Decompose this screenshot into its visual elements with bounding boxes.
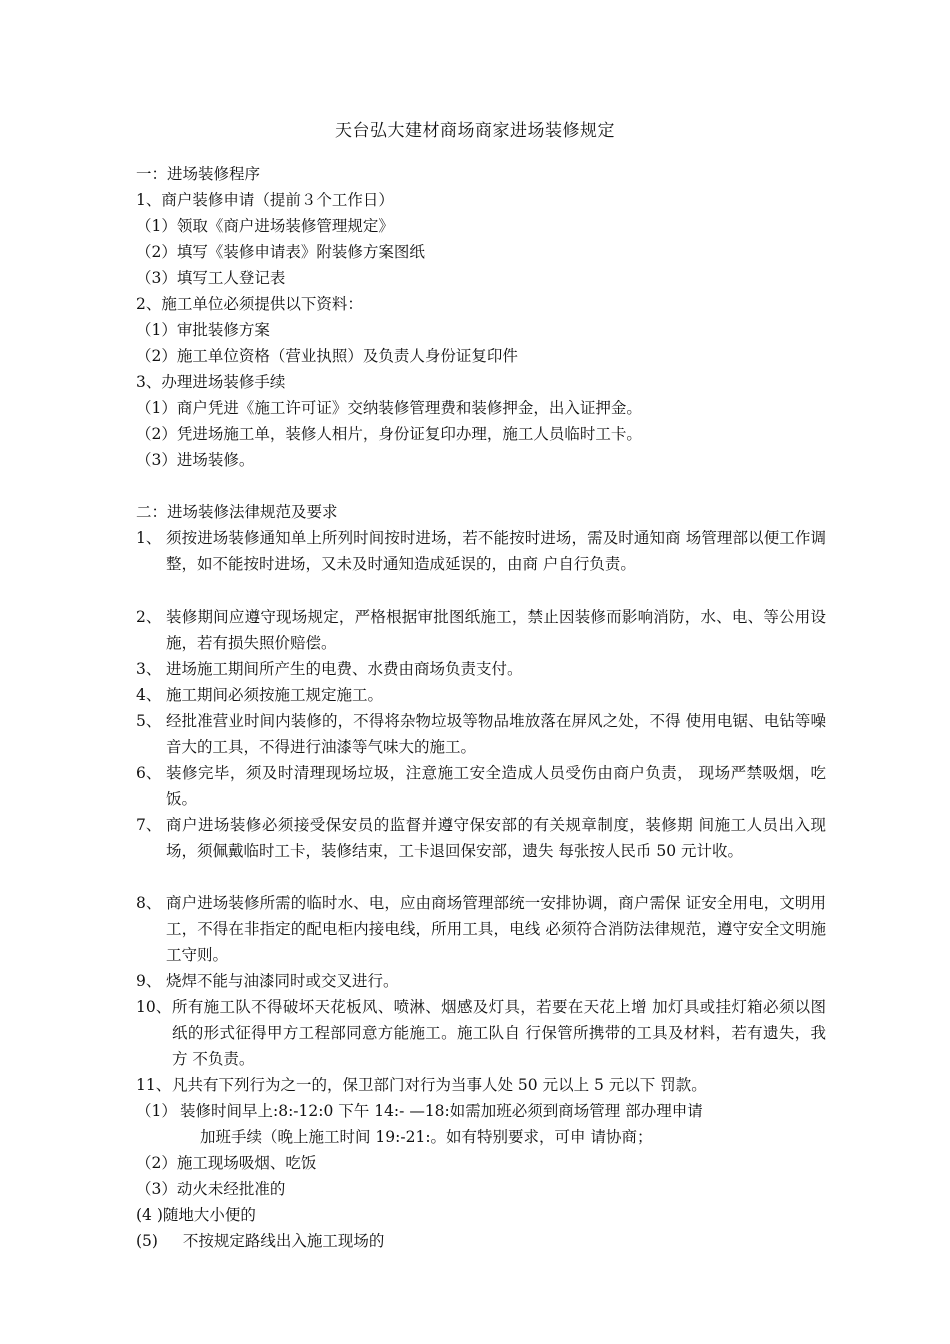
sub-paragraph: （1）商户凭进《施工许可证》交纳装修管理费和装修押金，出入证押金。 [136,399,642,417]
list-item-number: 8、 [136,894,162,912]
section-heading: 二：进场装修法律规范及要求 [136,503,338,521]
list-item-text: 所有施工队不得破坏天花板风、喷淋、烟感及灯具，若要在天花上增 加灯具或挂灯箱必须以图纸的形式征得甲方工程部同意方能施工。施工队自 行保管所携带的工具及材料，若有遗失，我方 不负责。 [172,998,826,1068]
list-item [136,812,826,864]
sub-list-item-number: (5) [136,1232,158,1250]
sub-paragraph: （2）施工单位资格（营业执照）及负责人身份证复印件 [136,347,518,365]
list-item-text: 商户进场装修必须接受保安员的监督并遵守保安部的有关规章制度，装修期 间施工人员出入现场，须佩戴临时工卡，装修结束，工卡退回保安部，遗失 每张按人民币 50 元计收。 [166,816,826,860]
list-item-number: 4、 [136,686,162,704]
sub-paragraph: (4 )随地大小便的 [136,1206,256,1224]
paragraph: 1、商户装修申请（提前３个工作日） [136,191,394,209]
sub-paragraph [136,1228,384,1254]
list-item-number: 11、 [136,1076,172,1094]
paragraph: 3、办理进场装修手续 [136,373,286,391]
list-item-text: 施工期间必须按施工规定施工。 [166,686,384,704]
list-item [136,604,826,656]
list-item-text: 凡共有下列行为之一的，保卫部门对行为当事人处 50 元以上 5 元以下 罚款。 [172,1076,707,1094]
section-heading: 一：进场装修程序 [136,165,261,183]
list-item-text: 商户进场装修所需的临时水、电，应由商场管理部统一安排协调，商户需保 证安全用电，文明用工，不得在非指定的配电柜内接电线，所用工具，电线 必须符合消防法律规范，遵守安全文明施工守则。 [166,894,826,964]
list-item-number: 1、 [136,529,162,547]
list-item [136,708,826,760]
document-title: 天台弘大建材商场商家进场装修规定 [335,121,615,141]
list-item [136,994,826,1072]
list-item [136,1072,826,1098]
sub-list-item-text [180,1098,826,1150]
list-item [136,760,826,812]
list-item-text: 经批准营业时间内装修的，不得将杂物垃圾等物品堆放落在屏风之处，不得 使用电锯、电钻等噪音大的工具，不得进行油漆等气味大的施工。 [166,712,826,756]
list-item [136,890,826,968]
sub-list-item-line: 装修时间早上:8:-12:0 下午 14:- —18:如需加班必须到商场管理 部办理申请 [180,1102,703,1120]
sub-list-item-line: 加班手续（晚上施工时间 19:-21:。如有特别要求，可申 请协商； [200,1128,653,1146]
list-item-number: 2、 [136,608,162,626]
sub-paragraph: （2）填写《装修申请表》附装修方案图纸 [136,243,425,261]
list-item-number: 6、 [136,764,162,782]
list-item-number: 9、 [136,972,162,990]
sub-list-item-text: 不按规定路线出入施工现场的 [182,1232,385,1250]
list-item-text: 烧焊不能与油漆同时或交叉进行。 [166,972,399,990]
list-item [136,656,826,682]
list-item-number: 7、 [136,816,162,834]
list-item-text: 装修期间应遵守现场规定，严格根据审批图纸施工，禁止因装修而影响消防，水、电、等公用设施，若有损失照价赔偿。 [166,608,826,652]
list-item [136,525,826,577]
sub-list-item [136,1098,826,1150]
sub-paragraph: （3）动火未经批准的 [136,1180,286,1198]
sub-paragraph: （1）领取《商户进场装修管理规定》 [136,217,394,235]
list-item-number: 10、 [136,998,172,1016]
sub-list-item-number: （1） [136,1102,177,1120]
sub-paragraph: （2）凭进场施工单，装修人相片，身份证复印办理，施工人员临时工卡。 [136,425,642,443]
list-item-number: 3、 [136,660,162,678]
list-item-text: 须按进场装修通知单上所列时间按时进场，若不能按时进场，需及时通知商 场管理部以便工作调整，如不能按时进场，又未及时通知造成延误的，由商 户自行负责。 [166,529,826,573]
paragraph: 2、施工单位必须提供以下资料： [136,295,363,313]
list-item [136,682,826,708]
sub-paragraph: （1）审批装修方案 [136,321,270,339]
sub-paragraph: （3）填写工人登记表 [136,269,286,287]
sub-paragraph: （3）进场装修。 [136,451,255,469]
list-item-text: 装修完毕，须及时清理现场垃圾，注意施工安全造成人员受伤由商户负责， 现场严禁吸烟，吃饭。 [166,764,826,808]
sub-paragraph: （2）施工现场吸烟、吃饭 [136,1154,317,1172]
list-item [136,968,826,994]
list-item-number: 5、 [136,712,162,730]
list-item-text: 进场施工期间所产生的电费、水费由商场负责支付。 [166,660,523,678]
